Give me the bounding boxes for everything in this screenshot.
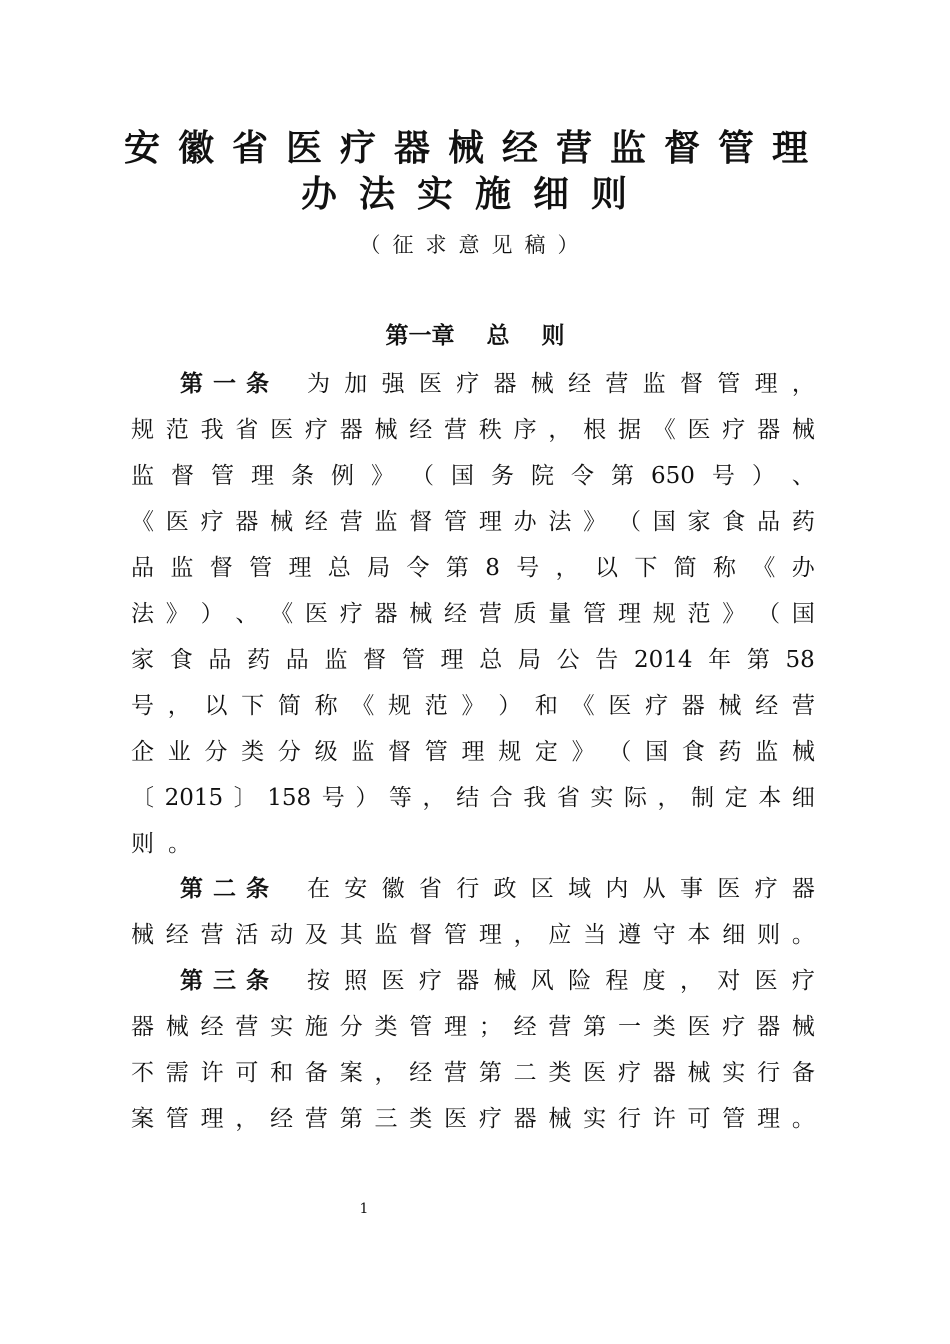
- article-line: 品 监 督 管 理 总 局 令 第 8 号 ， 以 下 简 称 《 办: [131, 555, 815, 581]
- article-line: 〔 2015 〕 158 号 ） 等 ， 结 合 我 省 实 际 ， 制 定 本 细: [131, 785, 815, 811]
- article-label: 第二条: [180, 876, 279, 902]
- document-subtitle: （征求意见稿）: [359, 233, 591, 257]
- article-line: 案 管 理 ， 经 营 第 三 类 医 疗 器 械 实 行 许 可 管 理 。: [131, 1106, 815, 1132]
- article-label: 第三条: [180, 968, 279, 994]
- article-line: 第一条 为 加 强 医 疗 器 械 经 营 监 督 管 理 ，: [180, 361, 815, 407]
- article-line: 号 ， 以 下 简 称 《 规 范 》 ） 和 《 医 疗 器 械 经 营: [131, 693, 815, 719]
- article-line: 则 。: [131, 831, 191, 857]
- article-line: 械 经 营 活 动 及 其 监 督 管 理 ， 应 当 遵 守 本 细 则 。: [131, 922, 815, 948]
- article-line: 第三条 按 照 医 疗 器 械 风 险 程 度 ， 对 医 疗: [180, 958, 815, 1004]
- article-line: 家 食 品 药 品 监 督 管 理 总 局 公 告 2014 年 第 58: [131, 647, 815, 673]
- article-line: 法 》 ） 、 《 医 疗 器 械 经 营 质 量 管 理 规 范 》 （ 国: [131, 601, 815, 627]
- article-label: 第一条: [180, 371, 279, 397]
- document-title-line1: 安徽省医疗器械经营监督管理: [123, 128, 826, 169]
- article-line: 第二条 在 安 徽 省 行 政 区 域 内 从 事 医 疗 器: [180, 866, 815, 912]
- article-line: 不 需 许 可 和 备 案 ， 经 营 第 二 类 医 疗 器 械 实 行 备: [131, 1060, 815, 1086]
- article-line: 器 械 经 营 实 施 分 类 管 理 ； 经 营 第 一 类 医 疗 器 械: [131, 1014, 815, 1040]
- article-line: 规 范 我 省 医 疗 器 械 经 营 秩 序 ， 根 据 《 医 疗 器 械: [131, 417, 815, 443]
- chapter-heading: 第一章 总 则: [385, 323, 565, 349]
- page-number: 1: [359, 1201, 369, 1217]
- article-line: 《 医 疗 器 械 经 营 监 督 管 理 办 法 》 （ 国 家 食 品 药: [131, 509, 815, 535]
- article-line: 监 督 管 理 条 例 》 （ 国 务 院 令 第 650 号 ） 、: [131, 463, 815, 489]
- article-line: 企 业 分 类 分 级 监 督 管 理 规 定 》 （ 国 食 药 监 械: [131, 739, 815, 765]
- document-title-line2: 办法实施细则: [300, 174, 649, 215]
